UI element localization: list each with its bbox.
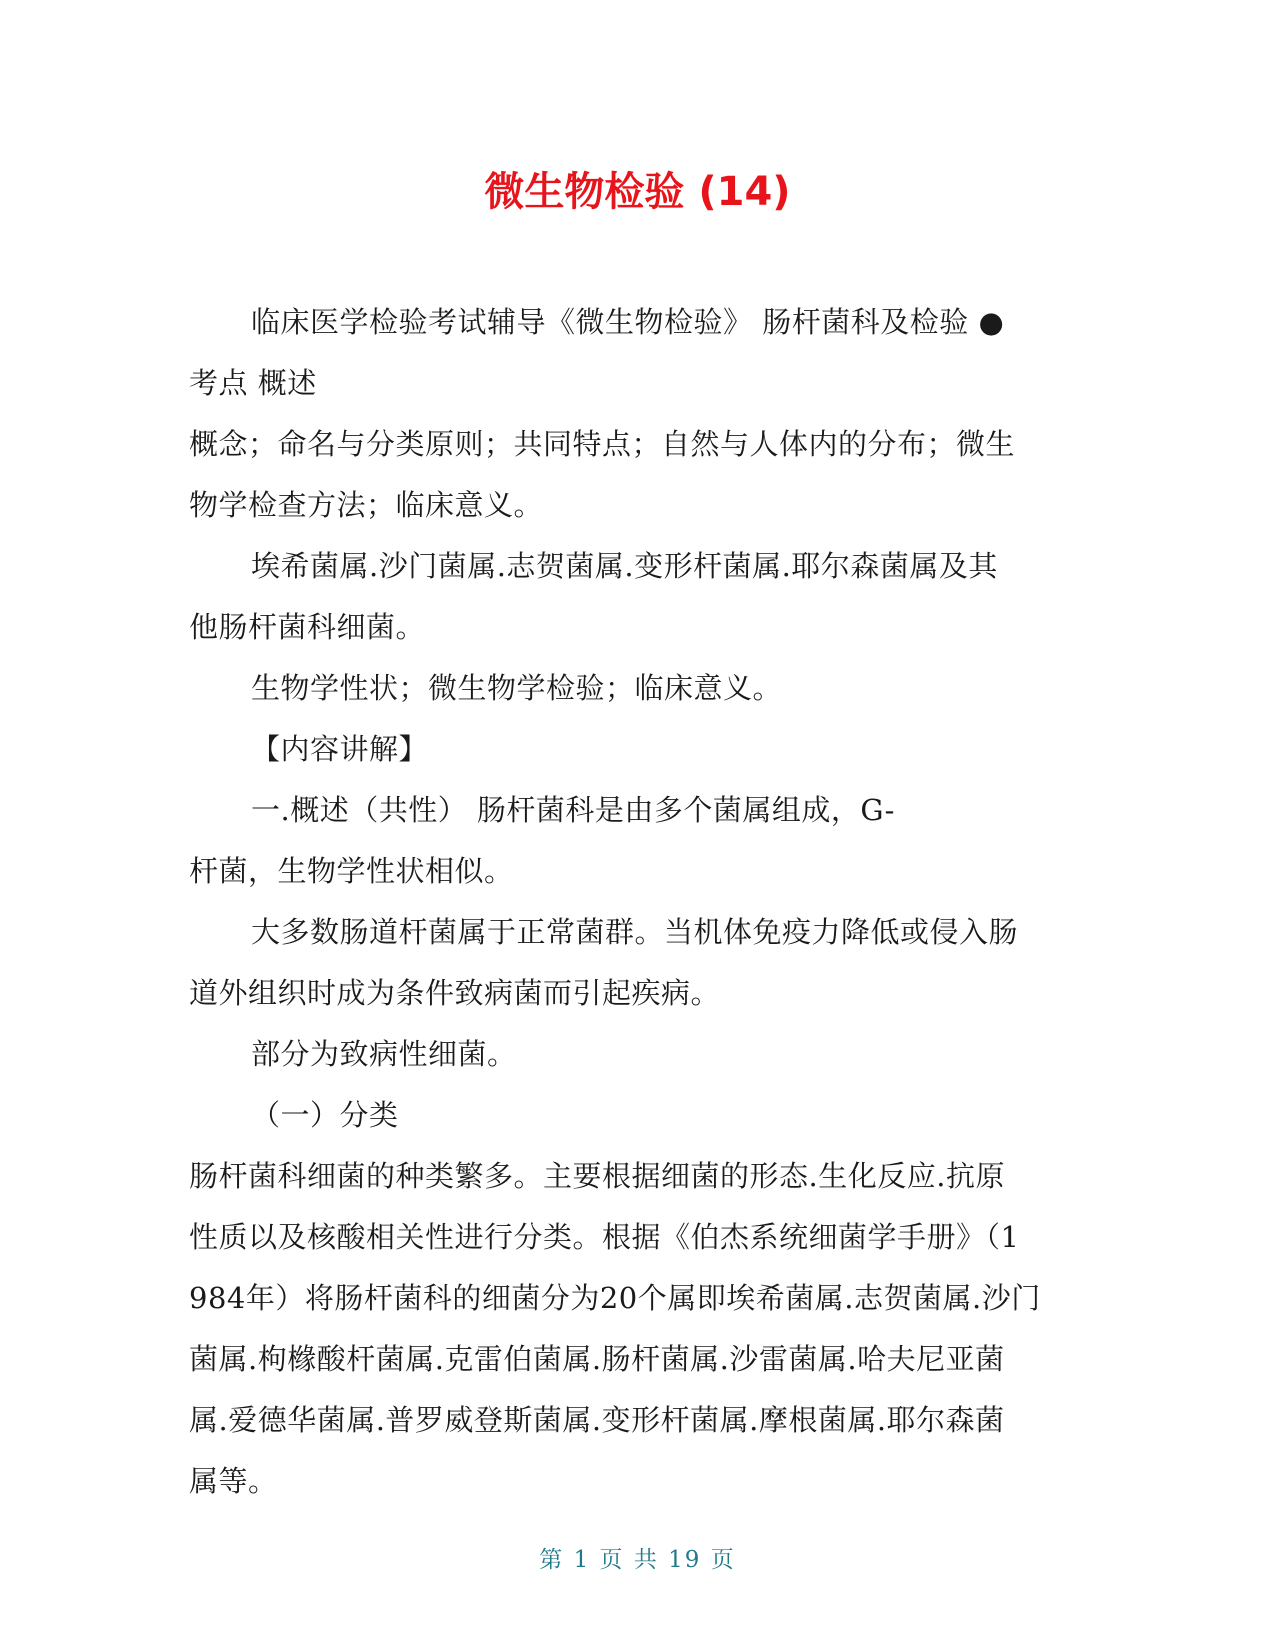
paragraph-line: 大多数肠道杆菌属于正常菌群。当机体免疫力降低或侵入肠 (251, 915, 1019, 949)
paragraph-line: 性质以及核酸相关性进行分类。根据《伯杰系统细菌学手册》（1 (189, 1220, 1020, 1254)
page-number-footer: 第 1 页 共 19 页 (539, 1547, 736, 1573)
paragraph-line: 菌属.枸橼酸杆菌属.克雷伯菌属.肠杆菌属.沙雷菌属.哈夫尼亚菌 (189, 1342, 1005, 1376)
paragraph-line: 他肠杆菌科细菌。 (189, 610, 426, 644)
subsection-heading: （一）分类 (251, 1098, 399, 1132)
paragraph-line: 临床医学检验考试辅导《微生物检验》 肠杆菌科及检验 ● (251, 305, 1005, 339)
paragraph-line: 肠杆菌科细菌的种类繁多。主要根据细菌的形态.生化反应.抗原 (189, 1159, 1005, 1193)
paragraph-line: 概念；命名与分类原则；共同特点；自然与人体内的分布；微生 (189, 427, 1016, 461)
section-heading: 【内容讲解】 (251, 732, 429, 766)
paragraph-line: 考点 概述 (189, 366, 317, 400)
paragraph-line: 部分为致病性细菌。 (251, 1037, 517, 1071)
paragraph-line: 一.概述（共性） 肠杆菌科是由多个菌属组成，G- (251, 793, 895, 827)
paragraph-line: 984年）将肠杆菌科的细菌分为20个属即埃希菌属.志贺菌属.沙门 (189, 1281, 1041, 1315)
paragraph-line: 属.爱德华菌属.普罗威登斯菌属.变形杆菌属.摩根菌属.耶尔森菌 (189, 1403, 1005, 1437)
paragraph-line: 生物学性状；微生物学检验；临床意义。 (251, 671, 783, 705)
paragraph-line: 埃希菌属.沙门菌属.志贺菌属.变形杆菌属.耶尔森菌属及其 (251, 549, 998, 583)
paragraph-line: 物学检查方法；临床意义。 (189, 488, 544, 522)
paragraph-line: 杆菌，生物学性状相似。 (189, 854, 514, 888)
page-title: 微生物检验 (14) (484, 169, 791, 215)
document-body (189, 292, 1069, 1512)
paragraph-line: 道外组织时成为条件致病菌而引起疾病。 (189, 976, 721, 1010)
paragraph-line: 属等。 (189, 1464, 278, 1498)
